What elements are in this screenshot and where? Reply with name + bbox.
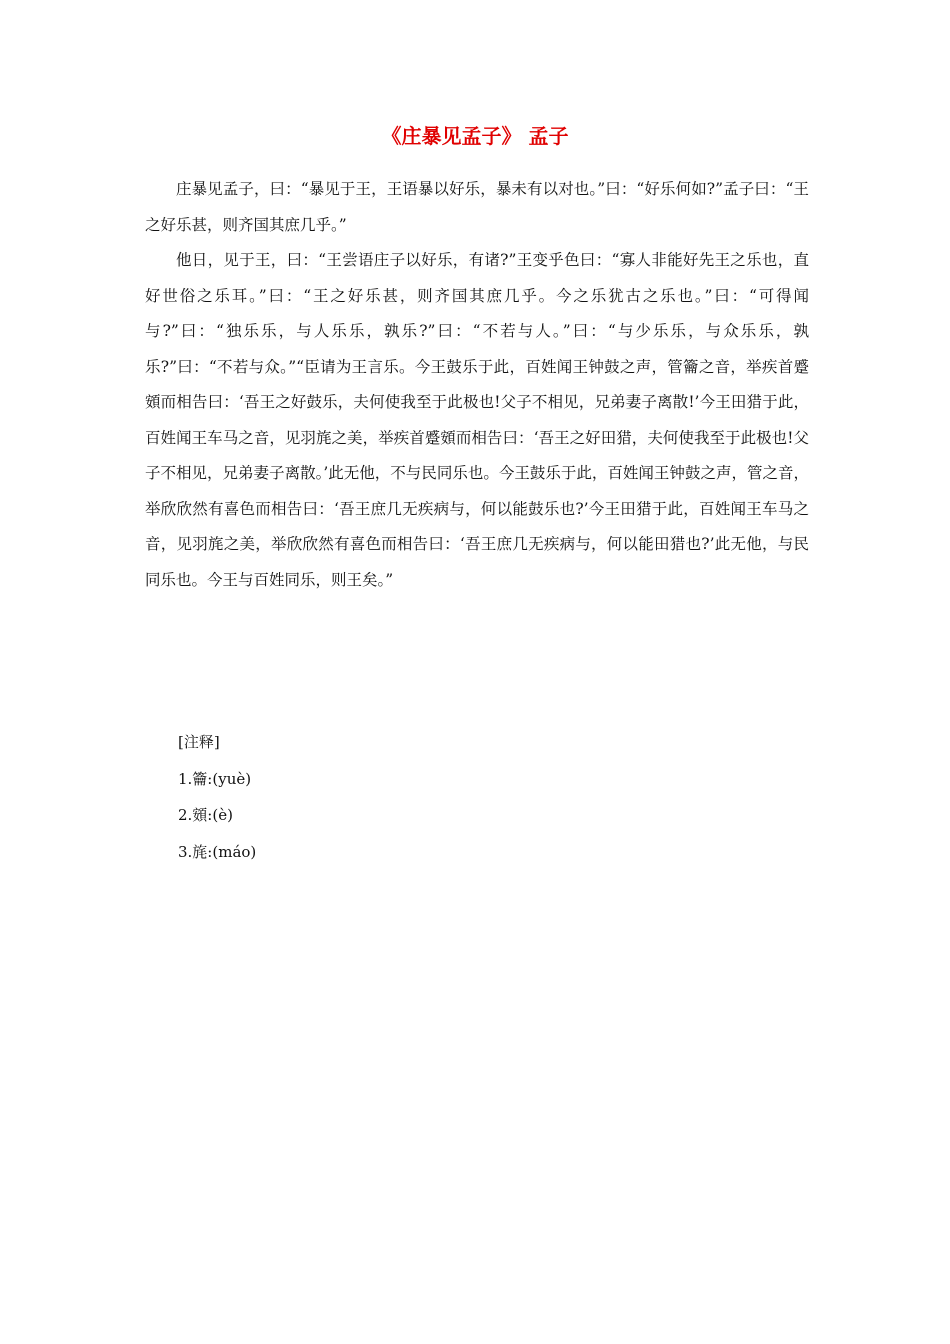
note-item-1: 1.籥:(yuè) bbox=[178, 769, 252, 788]
document-body bbox=[145, 172, 809, 598]
note-item-2: 2.頞:(è) bbox=[178, 806, 233, 824]
document-title: 《庄暴见孟子》 孟子 bbox=[381, 124, 569, 148]
notes-heading: [注释] bbox=[178, 733, 220, 751]
paragraph-2: 他日，见于王，曰：“王尝语庄子以好乐，有诸?”王变乎色曰：“寡人非能好先王之乐也，直好世俗之乐耳。”曰：“王之好乐甚，则齐国其庶几乎。今之乐犹古之乐也。”曰：“可得闻与?”曰：“独乐乐，与人乐乐，孰乐?”曰：“不若与人。”曰：“与少乐乐，与众乐乐，孰乐?”曰：“不若与众。”“臣请为王言乐。今王鼓乐于此，百姓闻王钟鼓之声，管籥之音，举疾首蹙頞而相告曰：‘吾王之好鼓乐，夫何使我至于此极也!父子不相见，兄弟妻子离散!’今王田猎于此，百姓闻王车马之音，见羽旄之美，举疾首蹙頞而相告曰：‘吾王之好田猎，夫何使我至于此极也!父子不相见，兄弟妻子离散。’此无他，不与民同乐也。今王鼓乐于此，百姓闻王钟鼓之声，管之音，举欣欣然有喜色而相告曰：‘吾王庶几无疾病与，何以能鼓乐也?’今王田猎于此，百姓闻王车马之音，见羽旄之美，举欣欣然有喜色而相告曰：‘吾王庶几无疾病与，何以能田猎也?’此无他，与民同乐也。今王与百姓同乐，则王矣。” bbox=[145, 251, 809, 589]
note-item-3: 3.旄:(máo) bbox=[178, 842, 257, 861]
paragraph-1: 庄暴见孟子，曰：“暴见于王，王语暴以好乐，暴未有以对也。”曰：“好乐何如?”孟子曰：“王之好乐甚，则齐国其庶几乎。” bbox=[145, 180, 809, 234]
notes-section bbox=[178, 724, 578, 870]
